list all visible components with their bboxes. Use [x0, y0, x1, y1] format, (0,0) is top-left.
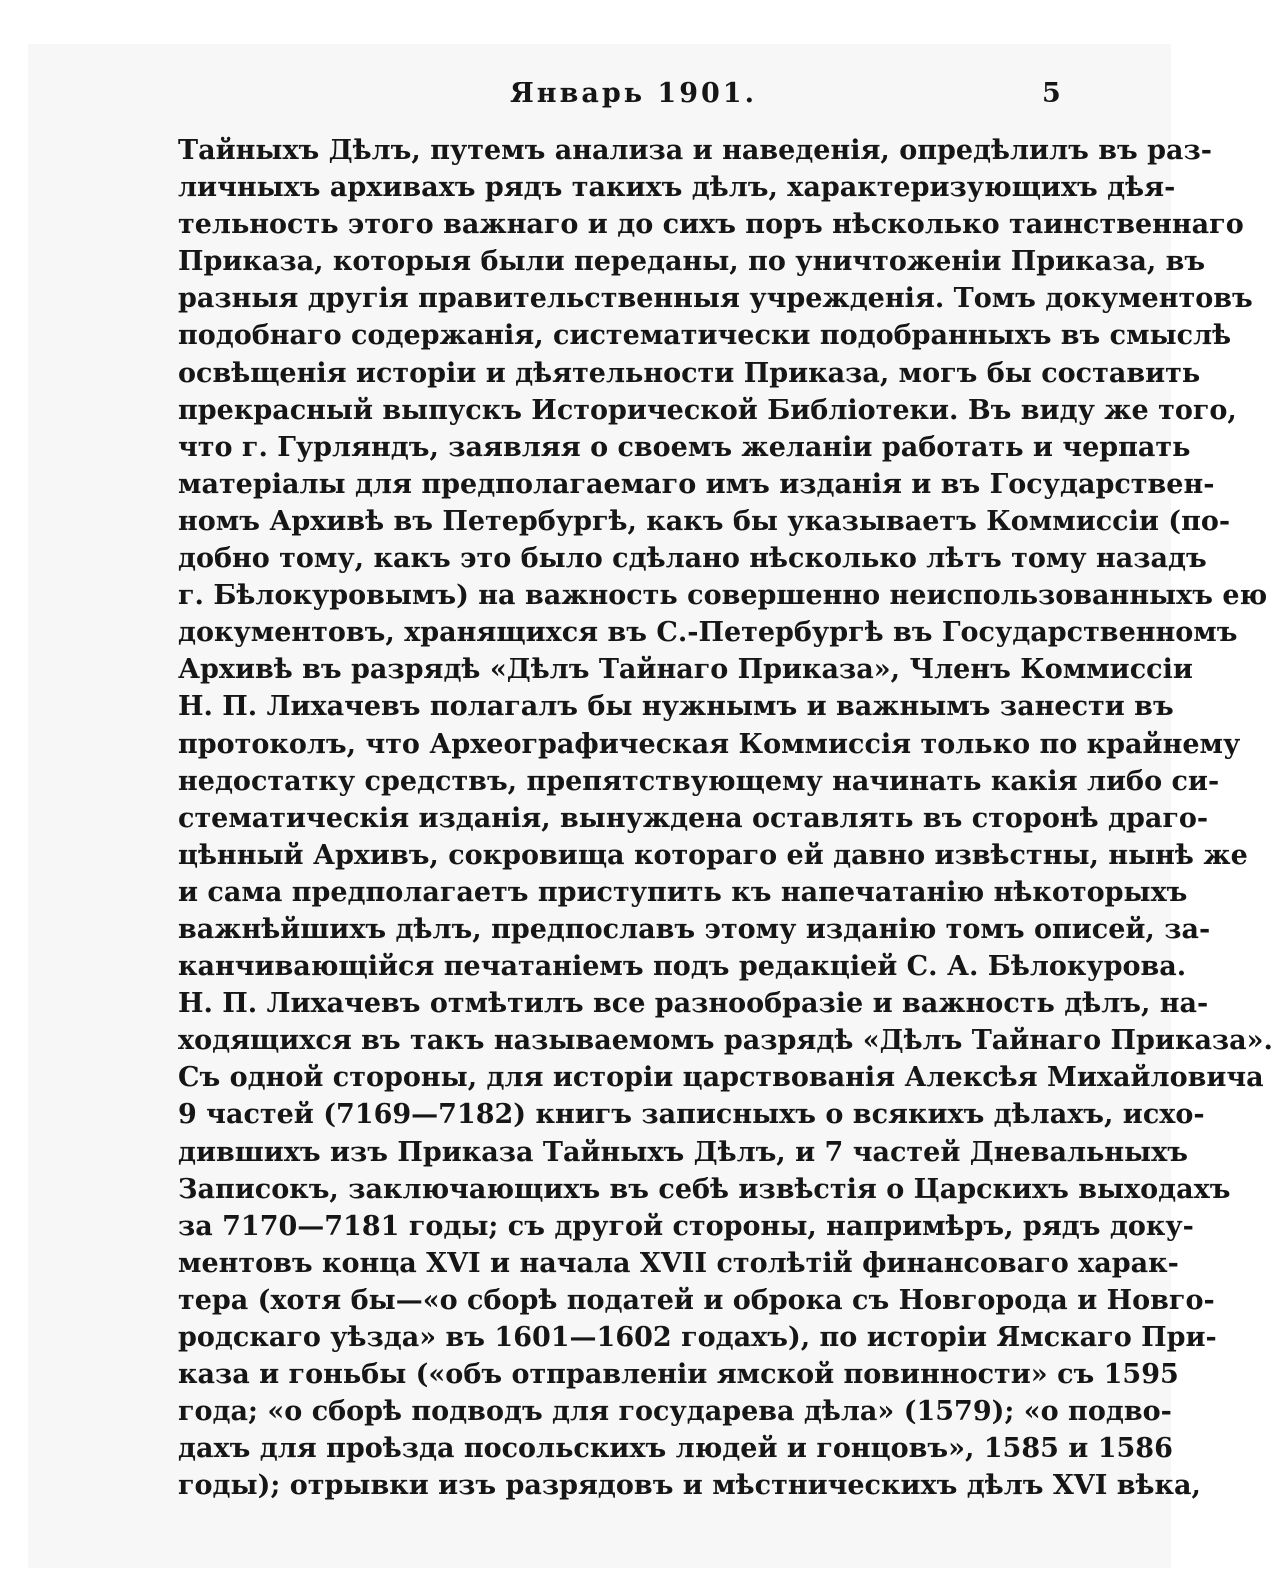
- text-line: стематическія изданія, вынуждена оставлять въ сторонѣ драго-: [178, 802, 1209, 834]
- text-line: за 7170—7181 годы; съ другой стороны, напримѣръ, рядъ доку-: [178, 1210, 1194, 1242]
- text-line: Н. П. Лихачевъ отмѣтилъ все разнообразіе и важность дѣлъ, на-: [178, 988, 1209, 1020]
- text-line: годы); отрывки изъ разрядовъ и мѣстническихъ дѣлъ XVI вѣка,: [178, 1470, 1201, 1502]
- text-line: что г. Гурляндъ, заявляя о своемъ желаніи работать и черпать: [178, 431, 1191, 463]
- text-line: номъ Архивѣ въ Петербургѣ, какъ бы указываетъ Коммиссіи (по-: [178, 505, 1231, 537]
- text-line: каза и гоньбы («объ отправленіи ямской повинности» съ 1595: [178, 1359, 1179, 1391]
- body-text: [178, 132, 1273, 1504]
- text-line: Тайныхъ Дѣлъ, путемъ анализа и наведенія, опредѣлилъ въ раз-: [178, 135, 1212, 166]
- text-line: недостатку средствъ, препятствующему начинать какія либо си-: [178, 765, 1220, 797]
- text-line: матеріалы для предполагаемаго имъ изданія и въ Государствен-: [178, 468, 1215, 500]
- text-line: Записокъ, заключающихъ въ себѣ извѣстія о Царскихъ выходахъ: [178, 1173, 1231, 1205]
- text-line: года; «о сборѣ подводъ для государева дѣла» (1579); «о подво-: [178, 1396, 1172, 1428]
- text-line: Съ одной стороны, для исторіи царствованія Алексѣя Михайловича: [178, 1062, 1264, 1094]
- text-line: документовъ, хранящихся въ С.-Петербургѣ въ Государственномъ: [178, 617, 1238, 649]
- text-line: дахъ для проѣзда посольскихъ людей и гонцовъ», 1585 и 1586: [178, 1433, 1173, 1465]
- text-line: освѣщенія исторіи и дѣятельности Приказа, могъ бы составить: [178, 357, 1201, 389]
- text-line: тера (хотя бы—«о сборѣ податей и оброка съ Новгорода и Новго-: [178, 1284, 1215, 1316]
- text-line: 9 частей (7169—7182) книгъ записныхъ о всякихъ дѣлахъ, исхо-: [178, 1099, 1205, 1131]
- text-line: добно тому, какъ это было сдѣлано нѣсколько лѣтъ тому назадъ: [178, 543, 1207, 575]
- text-line: дившихъ изъ Приказа Тайныхъ Дѣлъ, и 7 частей Дневальныхъ: [178, 1136, 1188, 1168]
- running-head: [0, 78, 1191, 118]
- text-line: тельность этого важнаго и до сихъ поръ нѣсколько таинственнаго: [178, 209, 1244, 241]
- text-line: ходящихся въ такъ называемомъ разрядѣ «Дѣлъ Тайнаго Приказа».: [178, 1025, 1273, 1057]
- text-line: личныхъ архивахъ рядъ такихъ дѣлъ, характеризующихъ дѣя-: [178, 172, 1176, 204]
- text-line: ментовъ конца XVI и начала XVII столѣтій финансоваго харак-: [178, 1247, 1179, 1279]
- text-line: родскаго уѣзда» въ 1601—1602 годахъ), по исторіи Ямскаго При-: [178, 1322, 1217, 1353]
- text-line: важнѣйшихъ дѣлъ, предпославъ этому изданію томъ описей, за-: [178, 913, 1211, 945]
- text-line: Архивѣ въ разрядѣ «Дѣлъ Тайнаго Приказа», Членъ Коммиссіи: [178, 654, 1193, 686]
- page-number: 5: [1042, 78, 1061, 109]
- text-line: разныя другія правительственныя учрежденія. Томъ документовъ: [178, 283, 1253, 315]
- text-line: канчивающійся печатаніемъ подъ редакціей С. А. Бѣлокурова.: [178, 951, 1187, 983]
- text-line: и сама предполагаетъ приступить къ напечатанію нѣкоторыхъ: [178, 876, 1188, 908]
- text-line: Н. П. Лихачевъ полагалъ бы нужнымъ и важнымъ занести въ: [178, 691, 1174, 723]
- text-line: подобнаго содержанія, систематически подобранныхъ въ смыслѣ: [178, 320, 1232, 352]
- text-line: г. Бѣлокуровымъ) на важность совершенно неиспользованныхъ ею: [178, 580, 1268, 612]
- running-title: Январь 1901.: [510, 78, 757, 109]
- text-line: прекрасный выпускъ Исторической Библіотеки. Въ виду же того,: [178, 394, 1237, 426]
- text-line: цѣнный Архивъ, сокровища котораго ей давно извѣстны, нынѣ же: [178, 839, 1248, 871]
- text-line: Приказа, которыя были переданы, по уничтоженіи Приказа, въ: [178, 246, 1206, 278]
- text-line: протоколъ, что Археографическая Коммиссія только по крайнему: [178, 728, 1241, 760]
